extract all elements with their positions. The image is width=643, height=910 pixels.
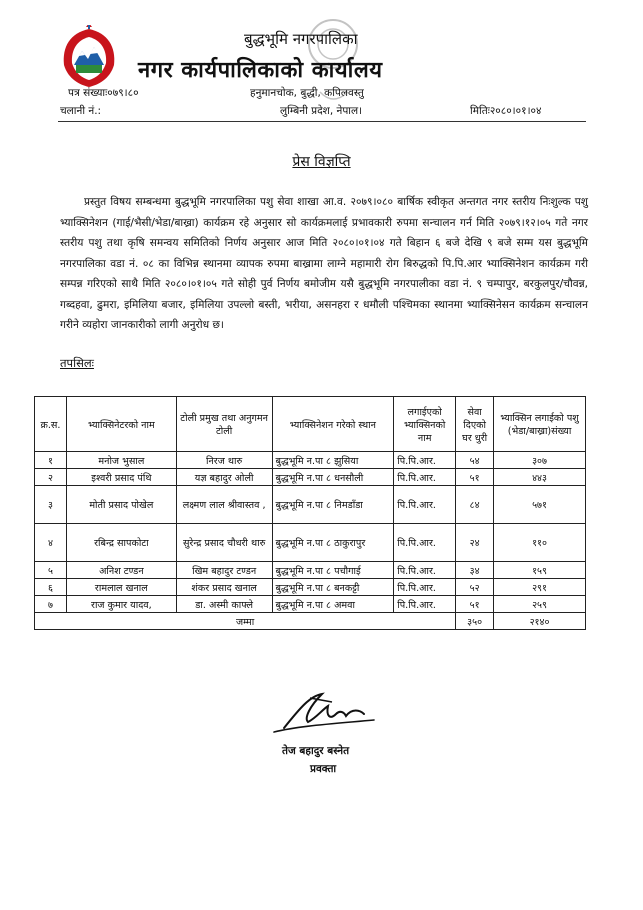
address-line-2: लुम्बिनी प्रदेश, नेपाल। (280, 105, 363, 117)
table-cell: पि.पि.आर. (394, 469, 456, 486)
column-header: भ्याक्सिन लगाईको पशु (भेडा/बाख्रा)संख्या (494, 397, 586, 452)
table-cell: १५९ (494, 562, 586, 579)
table-cell: पि.पि.आर. (394, 524, 456, 562)
table-cell: ३०७ (494, 452, 586, 469)
table-cell: डा. अस्मी काफ्ले (176, 596, 272, 613)
table-cell: १ (35, 452, 67, 469)
table-cell: मनोज भुसाल (66, 452, 176, 469)
column-header: क्र.स. (35, 397, 67, 452)
table-cell: अनिश टण्डन (66, 562, 176, 579)
table-cell: २५९ (494, 596, 586, 613)
column-header: भ्याक्सिनेटरको नाम (66, 397, 176, 452)
table-cell: ३४ (456, 562, 494, 579)
table-cell: बुद्धभूमि न.पा ८ अमवा (272, 596, 394, 613)
office-name: नगर कार्यपालिकाको कार्यालय (138, 58, 383, 83)
total-label: जम्मा (35, 613, 456, 630)
table-cell: ५४ (456, 452, 494, 469)
column-header: लगाईएको भ्याक्सिनको नाम (394, 397, 456, 452)
table-cell: २४ (456, 524, 494, 562)
table-cell: ५ (35, 562, 67, 579)
table-cell: २ (35, 469, 67, 486)
table-cell: ५२ (456, 579, 494, 596)
table-cell: बुद्धभूमि न.पा ८ ठाकुरापुर (272, 524, 394, 562)
table-cell: ११० (494, 524, 586, 562)
table-row (35, 596, 586, 613)
table-row (35, 579, 586, 596)
table-header-row (35, 397, 586, 452)
document-title: प्रेस विज्ञप्ति (292, 154, 351, 170)
table-cell: सुरेन्द्र प्रसाद चौधरी थारु (176, 524, 272, 562)
table-cell: ५१ (456, 469, 494, 486)
details-label: तपसिलः (60, 356, 94, 370)
press-release-body: प्रस्तुत विषय सम्बन्धमा बुद्धभूमि नगरपालिका पशु सेवा शाखा आ.व. २०७९।०८० बार्षिक स्वीकृत अन्तगत नगर स्तरीय निःशुल्क पशु भ्याक्सिनेशन (गाई/भैसी/भेडा/बाख्रा) कार्यक्रम रहे अनुसार सो कार्यक्रमलाई प्रभावकारी रुपमा सन्चालन गर्न मिति २०७९।१२।०५ गते नगर स्तरीय पशु तथा कृषि समन्वय समितिको निर्णय अनुसार आज मिति २०८०।०१।०४ गते बिहान ६ बजे देखि ९ बजे सम्म यस बुद्धभूमि नगरपालिका वडा नं. ०८ का विभिन्न स्थानमा व्यापक रुपमा बाख्रामा लाग्ने महामारी रोग बिरुद्धको पि.पि.आर भ्याक्सिनेशन कार्यक्रम गरी सम्पन्न गरिएको साथै मिति २०८०।०१।०५ गते सोही पुर्व निर्णय बमोजीम यसै बुद्धभूमि नगरपालीका वडा नं. ९ चम्पापुर, बरकुलपुर/चौवन्न, गब्दहवा, ढुमरा, इमिलिया बजार, इमिलिया उपल्लो बस्ती, भरीया, असनहरा र धमौली पश्चिमका स्थानमा भ्याक्सिनेसन कार्यक्रम सन्चालन गरीने व्यहोरा जानकारीको लागी अनुरोध छ। (60, 196, 588, 331)
column-header: सेवा दिएको घर धुरी (456, 397, 494, 452)
signatory-name: तेज बहादुर बस्नेत (282, 745, 350, 757)
table-cell: ४४३ (494, 469, 586, 486)
table-cell: बुद्धभूमि न.पा ८ झुसिया (272, 452, 394, 469)
table-cell: पि.पि.आर. (394, 452, 456, 469)
table-cell: ४ (35, 524, 67, 562)
signatory-role: प्रवक्ता (310, 763, 337, 775)
table-row (35, 562, 586, 579)
table-cell: शंकर प्रसाद खनाल (176, 579, 272, 596)
letter-date: मितिः२०८०।०१।०४ (470, 105, 542, 117)
vaccination-table (34, 396, 586, 630)
table-total-row (35, 613, 586, 630)
table-cell: लक्ष्मण लाल श्रीवास्तव , (176, 486, 272, 524)
table-row (35, 452, 586, 469)
column-header: भ्याक्सिनेशन गरेको स्थान (272, 397, 394, 452)
total-animals: २१४० (494, 613, 586, 630)
table-cell: ६ (35, 579, 67, 596)
table-cell: बुद्धभूमि न.पा ८ पचौगाई (272, 562, 394, 579)
table-cell: यज्ञ बहादुर ओली (176, 469, 272, 486)
table-cell: पि.पि.आर. (394, 596, 456, 613)
table-cell: बुद्धभूमि न.पा ८ धनसौली (272, 469, 394, 486)
table-cell: मोती प्रसाद पोखेल (66, 486, 176, 524)
table-row (35, 486, 586, 524)
address-line-1: हनुमानचोक, बुद्धी, कपिलवस्तु (250, 87, 364, 99)
table-cell: पि.पि.आर. (394, 562, 456, 579)
table-cell: बुद्धभूमि न.पा ८ निमडाँडा (272, 486, 394, 524)
table-cell: निरज थारु (176, 452, 272, 469)
header-divider (58, 121, 586, 122)
total-households: ३५० (456, 613, 494, 630)
table-cell: २९१ (494, 579, 586, 596)
table-cell: ८४ (456, 486, 494, 524)
table-cell: ५१ (456, 596, 494, 613)
table-cell: पि.पि.आर. (394, 579, 456, 596)
table-cell: बुद्धभूमि न.पा ८ बनकट्टी (272, 579, 394, 596)
municipality-emblem-icon (58, 25, 120, 89)
table-cell: रबिन्द्र सापकोटा (66, 524, 176, 562)
dispatch-number: चलानी नं.: (60, 105, 102, 117)
table-cell: राज कुमार यादव, (66, 596, 176, 613)
table-cell: ३ (35, 486, 67, 524)
table-cell: इश्वरी प्रसाद पंथि (66, 469, 176, 486)
letter-number: पत्र संख्याः०७९।८० (68, 87, 139, 99)
column-header: टोली प्रमुख तथा अनुगमन टोली (176, 397, 272, 452)
table-row (35, 524, 586, 562)
table-cell: रामलाल खनाल (66, 579, 176, 596)
table-cell: ५७१ (494, 486, 586, 524)
municipality-name: बुद्धभूमि नगरपालिका (244, 30, 358, 48)
table-cell: खिम बहादुर टण्डन (176, 562, 272, 579)
handwritten-signature (270, 688, 380, 740)
table-cell: पि.पि.आर. (394, 486, 456, 524)
table-cell: ७ (35, 596, 67, 613)
table-row (35, 469, 586, 486)
